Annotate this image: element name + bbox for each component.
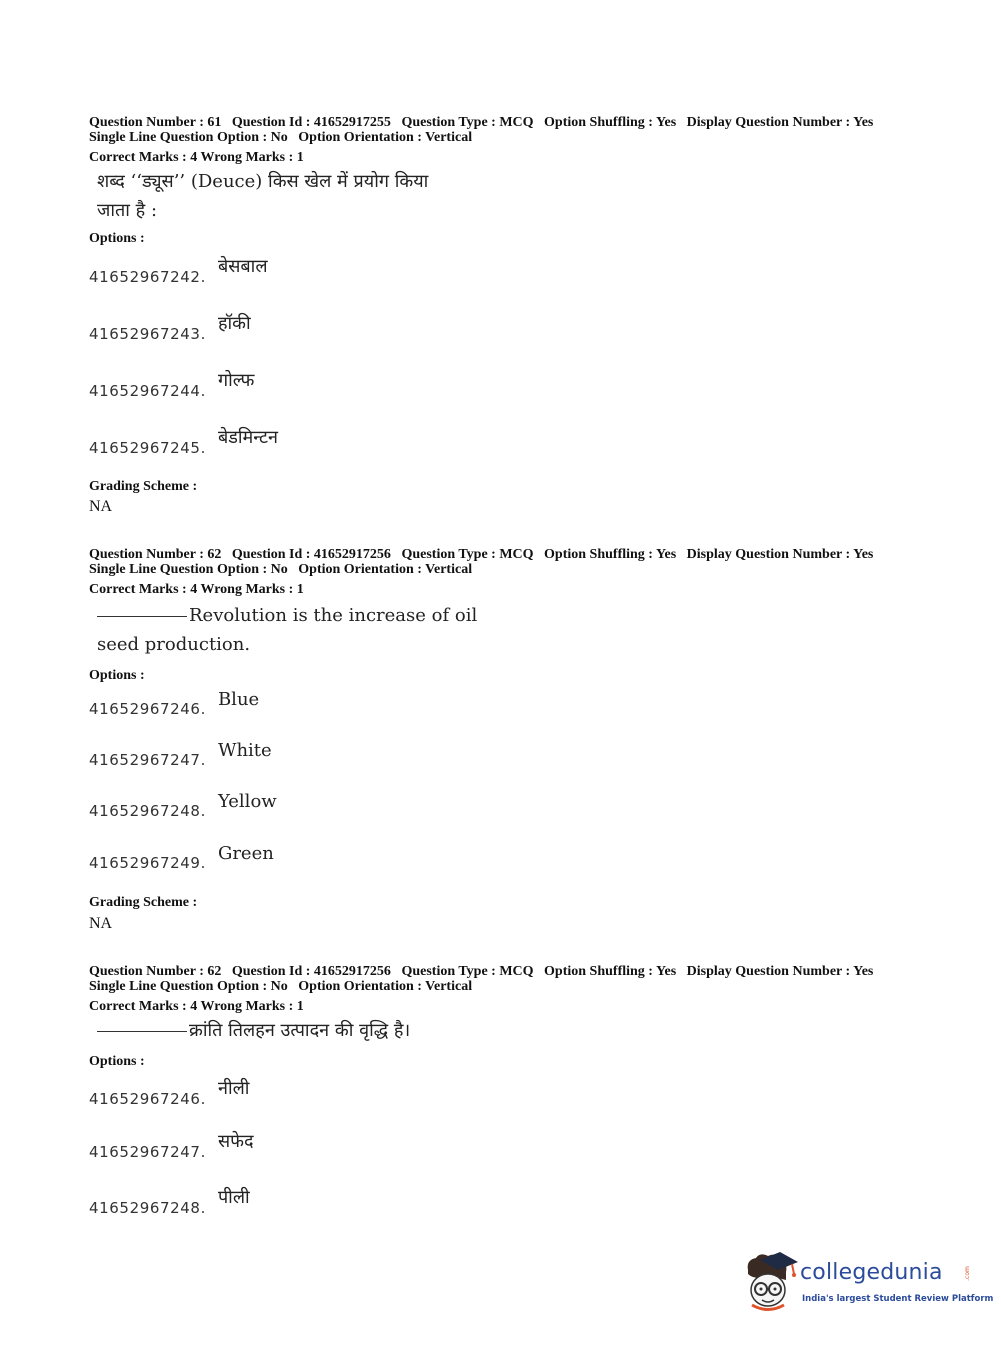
single-line-option: Single Line Question Option : No [89,130,288,145]
single-line-option: Single Line Question Option : No [89,979,288,994]
option-id: 41652967247. [89,1143,206,1161]
option-orientation: Option Orientation : Vertical [298,979,473,994]
answer-blank [97,1031,187,1032]
single-line-option: Single Line Question Option : No [89,562,288,577]
answer-blank [97,616,187,617]
question-text-line [97,1016,909,1045]
option-id: 41652967247. [89,751,206,769]
option-id: 41652967246. [89,700,206,718]
question-text-content: क्रांति तिलहन उत्पादन की वृद्धि है। [189,1020,411,1041]
correct-marks: Correct Marks : 4 [89,582,198,597]
option-text: हॉकी [217,313,251,334]
question-text [97,601,909,659]
question-meta-2 [89,562,909,577]
wrong-marks: Wrong Marks : 1 [200,150,304,165]
option-text: बेडमिन्टन [217,427,279,448]
logo-tagline: India's largest Student Review Platform [802,1294,994,1304]
logo-brand: collegedunia [800,1260,943,1285]
question-text-line: शब्द ‘‘ड्यूस’’ (Deuce) किस खेल में प्रयोग किया [97,171,429,192]
wrong-marks: Wrong Marks : 1 [200,999,304,1014]
question-type: Question Type : MCQ [401,964,534,979]
option-id: 41652967245. [89,439,206,457]
option [89,1187,250,1217]
question-text-line: seed production. [97,634,251,655]
option-shuffling: Option Shuffling : Yes [544,964,677,979]
grading-scheme-label: Grading Scheme : [89,479,198,494]
option [89,843,274,872]
correct-marks: Correct Marks : 4 [89,999,198,1014]
option-id: 41652967243. [89,325,206,343]
question-type: Question Type : MCQ [401,115,534,130]
option-shuffling: Option Shuffling : Yes [544,547,677,562]
display-question-number: Display Question Number : Yes [686,547,874,562]
option [89,313,251,343]
option [89,740,272,769]
marks [89,999,909,1014]
option-text: नीली [217,1078,250,1099]
option-text: पीली [217,1187,250,1208]
question-meta-2 [89,130,909,145]
grading-scheme-label: Grading Scheme : [89,895,198,910]
option-id: 41652967248. [89,1199,206,1217]
question-text [97,1016,909,1045]
wrong-marks: Wrong Marks : 1 [200,582,304,597]
option-id: 41652967242. [89,268,206,286]
option-id: 41652967248. [89,802,206,820]
option-id: 41652967249. [89,854,206,872]
option-id: 41652967246. [89,1090,206,1108]
question-text [97,167,909,225]
option-text: बेसबाल [217,256,268,277]
display-question-number: Display Question Number : Yes [686,115,874,130]
question-62 [89,547,909,932]
marks [89,150,909,165]
question-text-content: Revolution is the increase of oil [189,605,478,626]
option [89,370,255,400]
option-text: सफेद [217,1131,254,1152]
option-text: Blue [217,689,260,710]
options-label: Options : [89,668,145,683]
question-meta [89,115,909,130]
option-text: गोल्फ [217,370,255,391]
question-61 [89,115,909,515]
options-label: Options : [89,231,145,246]
question-text-line: जाता है : [97,200,158,221]
option [89,256,268,286]
marks [89,582,909,597]
option [89,1078,250,1108]
collegedunia-logo [742,1250,994,1312]
option-shuffling: Option Shuffling : Yes [544,115,677,130]
logo-suffix: .com [963,1266,971,1281]
question-id: Question Id : 41652917256 [231,964,391,979]
question-number: Question Number : 62 [89,547,222,562]
option-text: Yellow [217,791,277,812]
option-text: Green [217,843,274,864]
question-meta [89,964,909,979]
question-meta [89,547,909,562]
option-text: White [217,740,272,761]
option-orientation: Option Orientation : Vertical [298,130,473,145]
option-id: 41652967244. [89,382,206,400]
question-meta-2 [89,979,909,994]
question-number: Question Number : 62 [89,964,222,979]
question-type: Question Type : MCQ [401,547,534,562]
question-id: Question Id : 41652917255 [231,115,391,130]
grading-scheme-value: NA [89,915,113,932]
option-orientation: Option Orientation : Vertical [298,562,473,577]
option [89,427,279,457]
mascot-icon [742,1250,800,1312]
question-number: Question Number : 61 [89,115,222,130]
option [89,791,277,820]
option [89,689,260,718]
grading-scheme-value: NA [89,498,113,515]
question-text-line [97,601,909,630]
options-label: Options : [89,1054,145,1069]
option [89,1131,254,1161]
question-62-hindi [89,964,909,1217]
correct-marks: Correct Marks : 4 [89,150,198,165]
display-question-number: Display Question Number : Yes [686,964,874,979]
question-id: Question Id : 41652917256 [231,547,391,562]
